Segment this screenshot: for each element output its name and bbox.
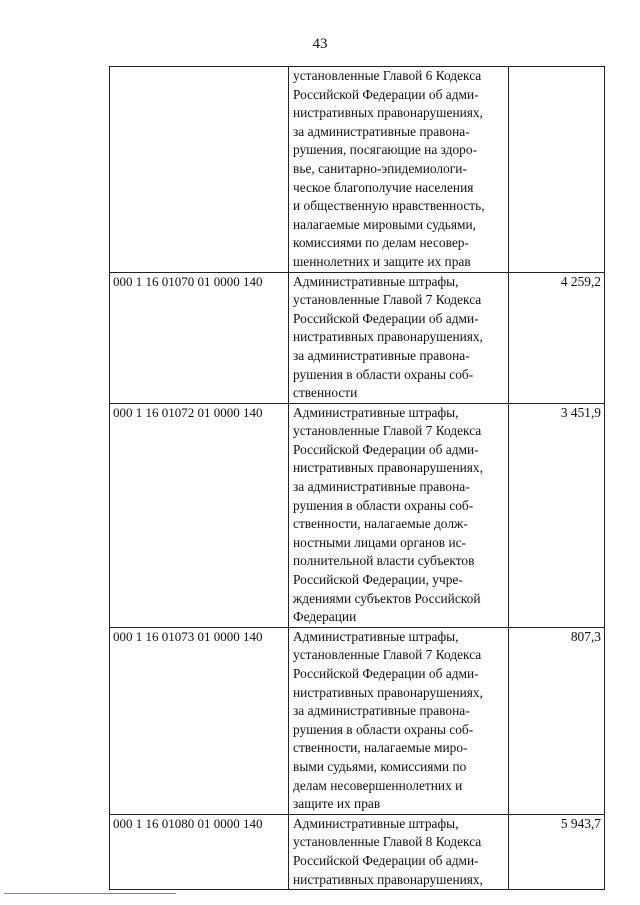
- description-line: Административные штрафы,: [293, 273, 459, 289]
- table-row: [110, 67, 605, 273]
- description-line: ждениями субъектов Российской: [293, 590, 481, 606]
- budget-code-cell: 000 1 16 01070 01 0000 140: [110, 272, 289, 403]
- budget-code-cell: 000 1 16 01073 01 0000 140: [110, 627, 289, 814]
- description-line: выми судьями, комиссиями по: [293, 758, 467, 774]
- description-line: установленные Главой 7 Кодекса: [293, 647, 482, 663]
- description-line: Административные штрафы,: [293, 815, 459, 831]
- description-line: ственности, налагаемые долж-: [293, 516, 468, 532]
- budget-code-cell: 000 1 16 01072 01 0000 140: [110, 403, 289, 627]
- description-line: налагаемые мировыми судьями,: [293, 216, 477, 232]
- description-line: рушения в области охраны соб-: [293, 497, 474, 513]
- description-line: рушения, посягающие на здоро-: [293, 142, 478, 158]
- description-line: шеннолетних и защите их прав: [293, 253, 471, 269]
- table-row: [110, 814, 605, 889]
- description-line: установленные Главой 7 Кодекса: [293, 292, 482, 308]
- table-row: [110, 272, 605, 403]
- budget-code-cell: [110, 67, 289, 273]
- description-line: Федерации: [293, 609, 357, 625]
- description-cell: [289, 403, 509, 627]
- amount-cell: 4 259,2: [509, 272, 605, 403]
- description-line: за административные правона-: [293, 123, 470, 139]
- table-row: [110, 403, 605, 627]
- description-line: за административные правона-: [293, 703, 470, 719]
- description-line: ностными лицами органов ис-: [293, 534, 467, 550]
- description-line: комиссиями по делам несовер-: [293, 235, 469, 251]
- description-line: защите их прав: [293, 796, 381, 812]
- description-line: нистративных правонарушениях,: [293, 871, 483, 887]
- description-cell: [289, 627, 509, 814]
- page-number: 43: [312, 36, 328, 52]
- amount-cell: 807,3: [509, 627, 605, 814]
- description-cell: [289, 272, 509, 403]
- amount-cell: [509, 67, 605, 273]
- description-line: и общественную нравственность,: [293, 198, 485, 214]
- description-line: за административные правона-: [293, 479, 470, 495]
- description-line: нистративных правонарушениях,: [293, 460, 483, 476]
- description-line: Российской Федерации об адми-: [293, 852, 479, 868]
- description-line: установленные Главой 8 Кодекса: [293, 834, 482, 850]
- description-line: Административные штрафы,: [293, 404, 459, 420]
- description-line: ческое благополучие населения: [293, 179, 474, 195]
- amount-cell: 3 451,9: [509, 403, 605, 627]
- description-line: Российской Федерации об адми-: [293, 86, 479, 102]
- description-line: рушения в области охраны соб-: [293, 366, 474, 382]
- description-line: Российской Федерации об адми-: [293, 441, 479, 457]
- description-line: полнительной власти субъектов: [293, 553, 475, 569]
- description-cell: [289, 67, 509, 273]
- description-line: за административные правона-: [293, 347, 470, 363]
- description-line: нистративных правонарушениях,: [293, 684, 483, 700]
- description-line: Административные штрафы,: [293, 628, 459, 644]
- budget-revenue-table: [109, 66, 605, 890]
- description-line: установленные Главой 6 Кодекса: [293, 68, 482, 83]
- description-line: Российской Федерации об адми-: [293, 666, 479, 681]
- description-line: делам несовершеннолетних и: [293, 777, 463, 793]
- description-line: нистративных правонарушениях,: [293, 329, 483, 345]
- amount-cell: 5 943,7: [509, 814, 605, 889]
- description-line: вье, санитарно-эпидемиологи-: [293, 160, 467, 176]
- budget-code-cell: 000 1 16 01080 01 0000 140: [110, 814, 289, 889]
- description-line: ственности, налагаемые миро-: [293, 740, 468, 756]
- description-line: ственности: [293, 385, 358, 401]
- description-line: Российской Федерации об адми-: [293, 310, 479, 326]
- table-row: [110, 627, 605, 814]
- description-line: нистративных правонарушениях,: [293, 105, 483, 121]
- description-cell: [289, 814, 509, 889]
- footer-rule: [4, 893, 176, 894]
- description-line: рушения в области охраны соб-: [293, 721, 474, 737]
- description-line: установленные Главой 7 Кодекса: [293, 423, 482, 439]
- description-line: Российской Федерации, учре-: [293, 572, 463, 588]
